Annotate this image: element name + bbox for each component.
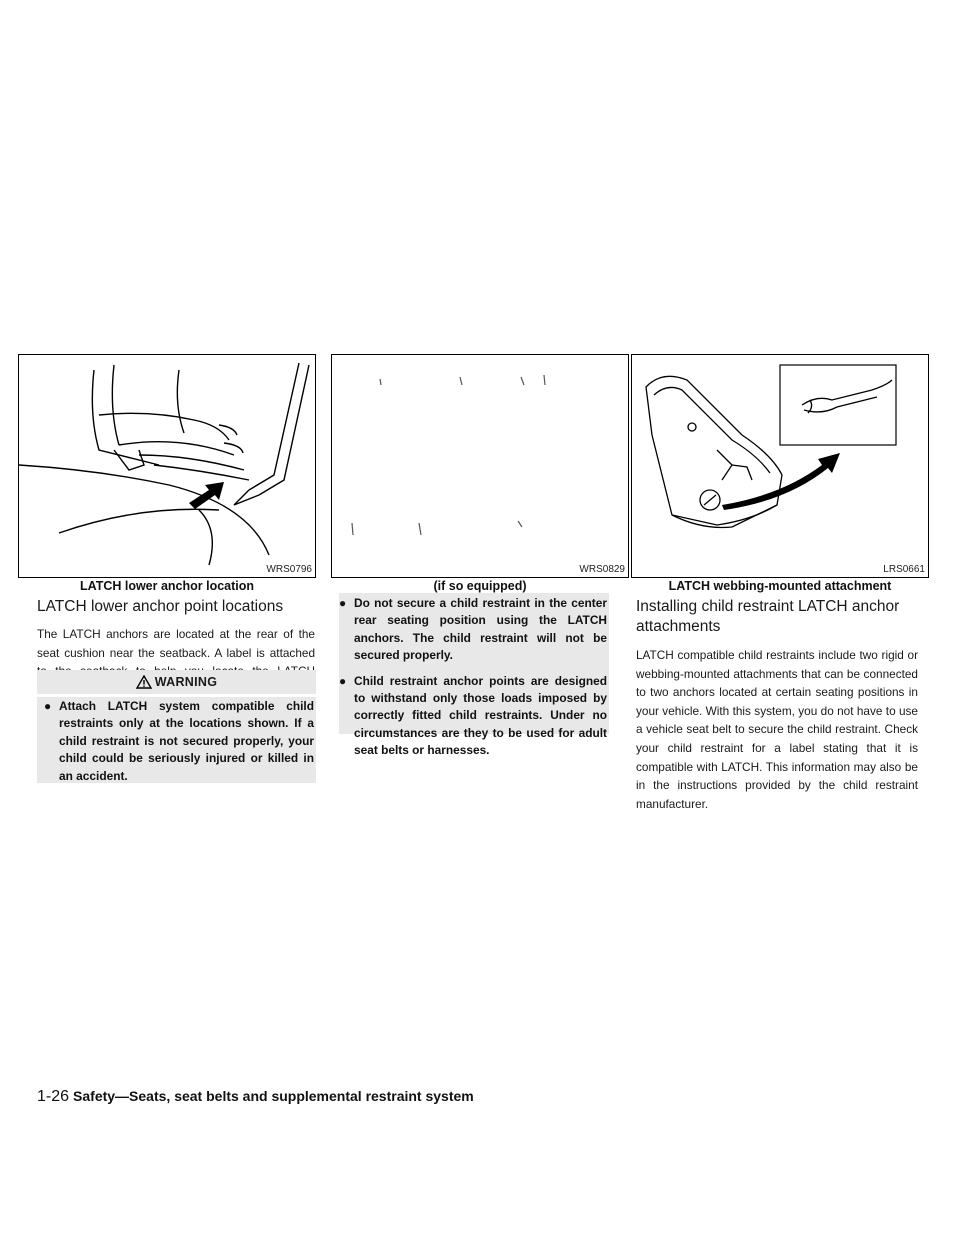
child-seat-illustration: [632, 355, 902, 577]
figure-webbing-mounted-attachment: [631, 354, 929, 578]
warning-continued-list: [339, 595, 607, 768]
warning-item: ● Attach LATCH system compatible child restraints only at the locations shown. If a child restraint is not secured properly, your child could be seriously injured or killed in an accident.: [44, 699, 314, 783]
figure-code: WRS0796: [266, 564, 312, 575]
warning-header: [37, 670, 316, 694]
warning-list: [44, 698, 314, 793]
figure-lower-anchor-location: [18, 354, 316, 578]
hand-seat-illustration: [19, 355, 315, 577]
figure-code: WRS0829: [579, 564, 625, 575]
warning-title: WARNING: [154, 675, 218, 689]
figure-code: LRS0661: [883, 564, 925, 575]
page-footer: [37, 1088, 474, 1106]
bullet-icon: ●: [44, 699, 52, 713]
warning-item: ● Child restraint anchor points are designed to withstand only those loads imposed by correctly fitted child restraints. Under no circumstances are they to be used for adult seat belts or harnesses.: [339, 673, 607, 758]
installing-body: LATCH compatible child restraints include two rigid or webbing-mounted attachments that can be connected to two anchors located at certain seating positions in your vehicle. With this system, you do not have to use a vehicle seat belt to secure the child restraint. Check your child restraint for a label stating that it is compatible with LATCH. This information may also be in the instructions provided by the child restraint manufacturer.: [636, 648, 918, 811]
section-title: Safety—Seats, seat belts and supplemental restraint system: [73, 1088, 474, 1104]
bullet-icon: ●: [339, 596, 347, 610]
figure-caption: LATCH webbing-mounted attachment: [668, 579, 892, 593]
warning-item: ● Do not secure a child restraint in the center rear seating position using the LATCH anchors. The child restraint will not be secured properly.: [339, 596, 607, 663]
figure-caption: LATCH lower anchor location: [79, 579, 255, 593]
warning-triangle-icon: [136, 675, 152, 689]
section-heading-installing: Installing child restraint LATCH anchor attachments: [636, 598, 900, 635]
section-heading-lower-anchor: LATCH lower anchor point locations: [37, 598, 284, 615]
seat-anchor-marks-illustration: [332, 355, 628, 577]
figure-caption: (if so equipped): [433, 579, 527, 593]
figure-if-so-equipped: [331, 354, 629, 578]
lower-anchor-body: The LATCH anchors are located at the rear of the seat cushion near the seatback. A label is attached: [37, 627, 315, 660]
bullet-icon: ●: [339, 673, 347, 688]
page-number: 1-26: [37, 1088, 70, 1105]
